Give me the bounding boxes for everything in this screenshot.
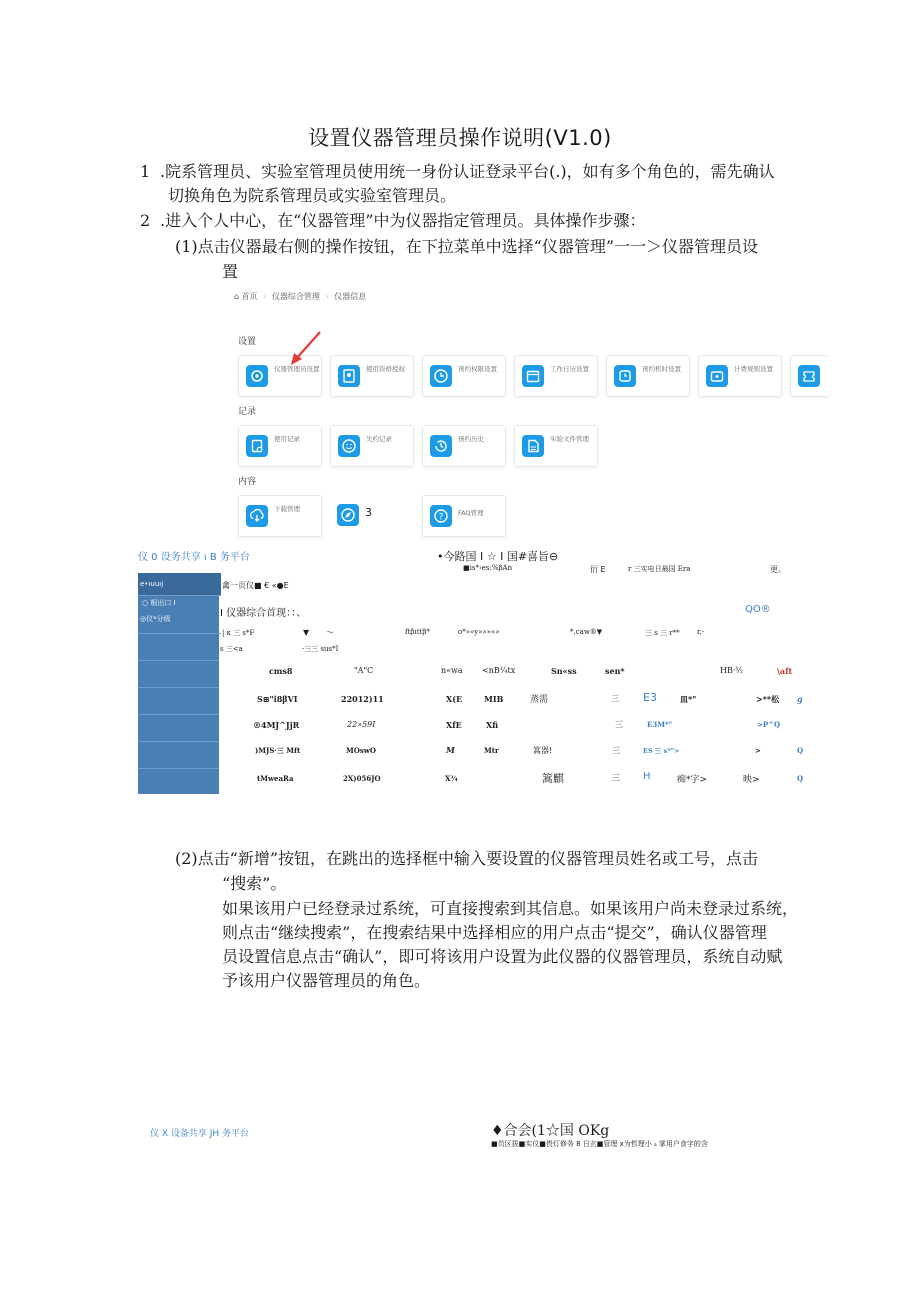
step-2-line2: “搜索”。 bbox=[222, 874, 287, 893]
table-cell[interactable]: g bbox=[797, 694, 803, 704]
user-badge-icon bbox=[338, 365, 360, 387]
document-title: 设置仪器管理员操作说明(V1.0) bbox=[308, 126, 612, 150]
card-label: 预约历史 bbox=[458, 435, 484, 443]
section-settings-title: 设置 bbox=[238, 337, 257, 347]
card-more[interactable] bbox=[790, 355, 829, 397]
card-label: 下载管理 bbox=[274, 505, 300, 513]
card-billing-rules[interactable] bbox=[698, 355, 782, 397]
card-label: 工作日历设置 bbox=[550, 365, 589, 373]
filter-tilde: ～ bbox=[326, 628, 334, 637]
card-usage-authorization[interactable] bbox=[330, 355, 414, 397]
item-1-number: 1 bbox=[140, 162, 151, 181]
clock-icon bbox=[430, 365, 452, 387]
record-icon bbox=[246, 435, 268, 457]
table-cell: XfE bbox=[446, 720, 462, 730]
filter-field-2[interactable]: ftβıttβ* bbox=[405, 628, 430, 636]
filter-select[interactable]: *,caw®▼ bbox=[570, 628, 603, 636]
item-2-number: 2 bbox=[140, 211, 151, 230]
table-cell[interactable]: Q bbox=[797, 746, 804, 755]
sidebar-item-0[interactable]: e•ıuuıj bbox=[138, 573, 221, 596]
section-title: I 仪器综合首现：：、 bbox=[220, 608, 307, 619]
table-cell: 22»59I bbox=[347, 720, 376, 729]
header-right-2: r 三实电日最国 Era bbox=[628, 565, 691, 573]
card-faq-management[interactable] bbox=[422, 495, 506, 537]
table-header-2: "A"C bbox=[354, 666, 374, 675]
wallet-icon bbox=[706, 365, 728, 387]
filter-field-5[interactable]: r,- bbox=[697, 628, 705, 636]
card-label: 计费规则设置 bbox=[734, 365, 773, 373]
table-cell: Mtr bbox=[484, 746, 499, 755]
table-header-4: <nB¼tx bbox=[482, 666, 516, 675]
card-label: 使用记录 bbox=[274, 435, 300, 443]
table-header-5: Sn«ss bbox=[551, 666, 577, 676]
table-cell[interactable]: 痴*字> bbox=[677, 775, 708, 785]
footer-platform-name: 仪 X 设备共享 JH 务平台 bbox=[150, 1129, 250, 1139]
sidebar-item-3[interactable] bbox=[138, 633, 219, 661]
breadcrumb-instrument-management[interactable]: 仪器综合管理 bbox=[271, 292, 320, 301]
table-cell: 蒸需 bbox=[530, 695, 549, 705]
step-2-line1: (2)点击“新增”按钮，在跳出的选择框中输入要设置的仪器管理员姓名或工号，点击 bbox=[175, 849, 759, 868]
card-reservation-permission[interactable] bbox=[422, 355, 506, 397]
table-header-1: cms8 bbox=[269, 666, 293, 676]
paragraph-line-2: 则点击“继续搜索”，在搜索结果中选择相应的用户点击“提交”，确认仪器管理 bbox=[222, 923, 767, 942]
card-label: 预约权限设置 bbox=[458, 365, 497, 373]
filter-field-1[interactable]: | к 三 s*F bbox=[222, 629, 255, 637]
card-label: 实验文件管理 bbox=[550, 435, 589, 443]
sidebar-item-2[interactable]: ◎仪*分级 bbox=[138, 611, 221, 634]
card-label: 预约机时设置 bbox=[642, 365, 681, 373]
card-label: 仪器管理员设置 bbox=[274, 365, 320, 373]
table-cell: X¾ bbox=[445, 774, 458, 783]
calendar-icon bbox=[522, 365, 544, 387]
table-cell: 三 bbox=[615, 720, 623, 729]
table-cell: 22012)11 bbox=[341, 694, 384, 704]
red-arrow-icon bbox=[286, 329, 326, 367]
footer-subtitle: ■员区拔■实仪■畏灯修务 8 日玄■管理 ⅹ为哲理小 ₐ 掌用户食字的含 bbox=[491, 1140, 708, 1148]
table-cell: 三 bbox=[612, 746, 620, 755]
table-cell: 篙器! bbox=[533, 746, 553, 755]
table-header-3: n«wa bbox=[441, 666, 463, 675]
table-cell[interactable]: >**松 bbox=[756, 694, 780, 704]
table-cell[interactable]: ES 三 s*"> bbox=[643, 747, 680, 755]
home-icon: ⌂ bbox=[234, 292, 240, 301]
svg-text:?: ? bbox=[438, 512, 444, 523]
table-header-8: \aft bbox=[777, 666, 793, 676]
header-sub: ■is*›es:%βAn bbox=[463, 564, 513, 572]
header-center: •今路国 I ☆ I 国#喜旨⊖ bbox=[437, 550, 559, 563]
table-cell[interactable]: H bbox=[643, 771, 651, 782]
section-records-title: 记录 bbox=[238, 407, 257, 417]
table-cell: S⊞"i8βVI bbox=[257, 694, 298, 704]
file-icon bbox=[522, 435, 544, 457]
filter-field-6[interactable]: s 三<a bbox=[220, 645, 243, 653]
paragraph-line-4: 予该用户仪器管理员的角色。 bbox=[222, 971, 431, 990]
sidebar-item-7[interactable] bbox=[138, 741, 219, 769]
card-experiment-files[interactable] bbox=[514, 425, 598, 467]
alarm-icon bbox=[614, 365, 636, 387]
sidebar-item-6[interactable] bbox=[138, 714, 219, 742]
table-cell: MIB bbox=[484, 694, 504, 704]
breadcrumb-instrument-info[interactable]: 仪器信息 bbox=[334, 292, 367, 301]
sidebar-item-5[interactable] bbox=[138, 687, 219, 715]
card-usage-records[interactable] bbox=[238, 425, 322, 467]
table-cell: 三 bbox=[611, 694, 619, 703]
card-label: 3 bbox=[365, 506, 372, 519]
table-cell[interactable]: Q bbox=[797, 774, 804, 783]
table-cell[interactable]: E3 bbox=[643, 691, 657, 704]
card-compass[interactable] bbox=[330, 495, 390, 535]
paragraph-line-1: 如果该用户已经登录过系统，可直接搜索到其信息。如果该用户尚未登录过系统， bbox=[222, 899, 799, 918]
step-1-line2: 置 bbox=[222, 262, 239, 281]
sidebar-item-1[interactable]: ○ 根出口 I bbox=[142, 599, 176, 607]
card-label: FAQ管理 bbox=[458, 509, 484, 517]
ticket-icon bbox=[798, 365, 820, 387]
gear-icon bbox=[246, 365, 268, 387]
table-cell: 篙麒 bbox=[542, 772, 564, 785]
sidebar-item-4[interactable] bbox=[138, 660, 219, 688]
table-header-6: sen* bbox=[605, 666, 625, 676]
paragraph-line-3: 员设置信息点击“确认”，即可将该用户设置为此仪器的仪器管理员，系统自动赋 bbox=[222, 947, 783, 966]
footer-title: ♦合会(1☆国 OKg bbox=[491, 1123, 610, 1139]
card-reservation-history[interactable] bbox=[422, 425, 506, 467]
table-cell: )MJS·三 Mft bbox=[255, 746, 301, 755]
table-cell: tMweaRa bbox=[257, 774, 294, 783]
download-icon bbox=[246, 505, 268, 527]
platform-name: 仪 0 设务共享 ı B 务平台 bbox=[138, 552, 250, 563]
page-header: 禽一页仪■ € «●E bbox=[222, 581, 289, 590]
card-label: 失约记录 bbox=[366, 435, 392, 443]
filter-field-7[interactable]: ·三三 sus*I bbox=[302, 645, 339, 653]
table-cell: 2X)056JO bbox=[343, 774, 381, 783]
breadcrumb-home[interactable]: 首页 bbox=[241, 292, 258, 301]
filter-field-4[interactable]: 三 s 三 r** bbox=[645, 629, 680, 637]
table-cell[interactable]: 皿*" bbox=[680, 694, 697, 704]
item-1-line1: .院系管理员、实验室管理员使用统一身份认证登录平台(.)，如有多个角色的，需先确认 bbox=[160, 162, 775, 181]
table-cell: X(E bbox=[446, 694, 463, 704]
card-download-management[interactable] bbox=[238, 495, 322, 537]
section-icons[interactable]: QO® bbox=[745, 604, 771, 615]
header-right-1: 衍 E bbox=[590, 565, 606, 574]
table-header-7: HB·½ bbox=[720, 666, 744, 675]
card-missed-records[interactable] bbox=[330, 425, 414, 467]
table-cell[interactable]: 映> bbox=[743, 775, 760, 785]
table-cell[interactable]: E3M*" bbox=[647, 720, 673, 729]
instrument-settings-screenshot bbox=[228, 283, 828, 545]
card-reservation-hours[interactable] bbox=[606, 355, 690, 397]
card-work-calendar[interactable] bbox=[514, 355, 598, 397]
filter-field-3[interactable]: o*»»y»»»«» bbox=[458, 628, 500, 636]
table-cell: Xfi bbox=[486, 720, 499, 730]
filter-dropdown-icon[interactable]: ▼ bbox=[303, 627, 310, 637]
question-icon bbox=[430, 505, 452, 527]
table-cell[interactable]: >P^Q bbox=[757, 720, 781, 729]
table-cell[interactable]: > bbox=[755, 746, 761, 755]
item-2-line1: .进入个人中心，在“仪器管理”中为仪器指定管理员。具体操作步骤： bbox=[160, 211, 646, 230]
header-right-3: 更。 bbox=[770, 565, 786, 574]
card-label: 使用资格授权 bbox=[366, 365, 405, 373]
history-icon bbox=[430, 435, 452, 457]
table-cell: MOswO bbox=[346, 746, 376, 755]
section-content-title: 内容 bbox=[238, 477, 257, 487]
item-1-line2: 切换角色为院系管理员或实验室管理员。 bbox=[168, 186, 457, 205]
table-cell: M bbox=[446, 745, 455, 755]
smile-icon bbox=[338, 435, 360, 457]
compass-icon bbox=[337, 504, 359, 526]
table-cell: 三 bbox=[611, 774, 621, 784]
breadcrumb: ⌂ 首页 › 仪器综合管理 › 仪器信息 bbox=[234, 292, 367, 301]
step-1-line1: (1)点击仪器最右侧的操作按钮，在下拉菜单中选择“仪器管理”一一＞仪器管理员设 bbox=[175, 237, 759, 256]
sidebar bbox=[138, 573, 219, 794]
table-cell: ®4MJ^JjR bbox=[253, 720, 300, 730]
